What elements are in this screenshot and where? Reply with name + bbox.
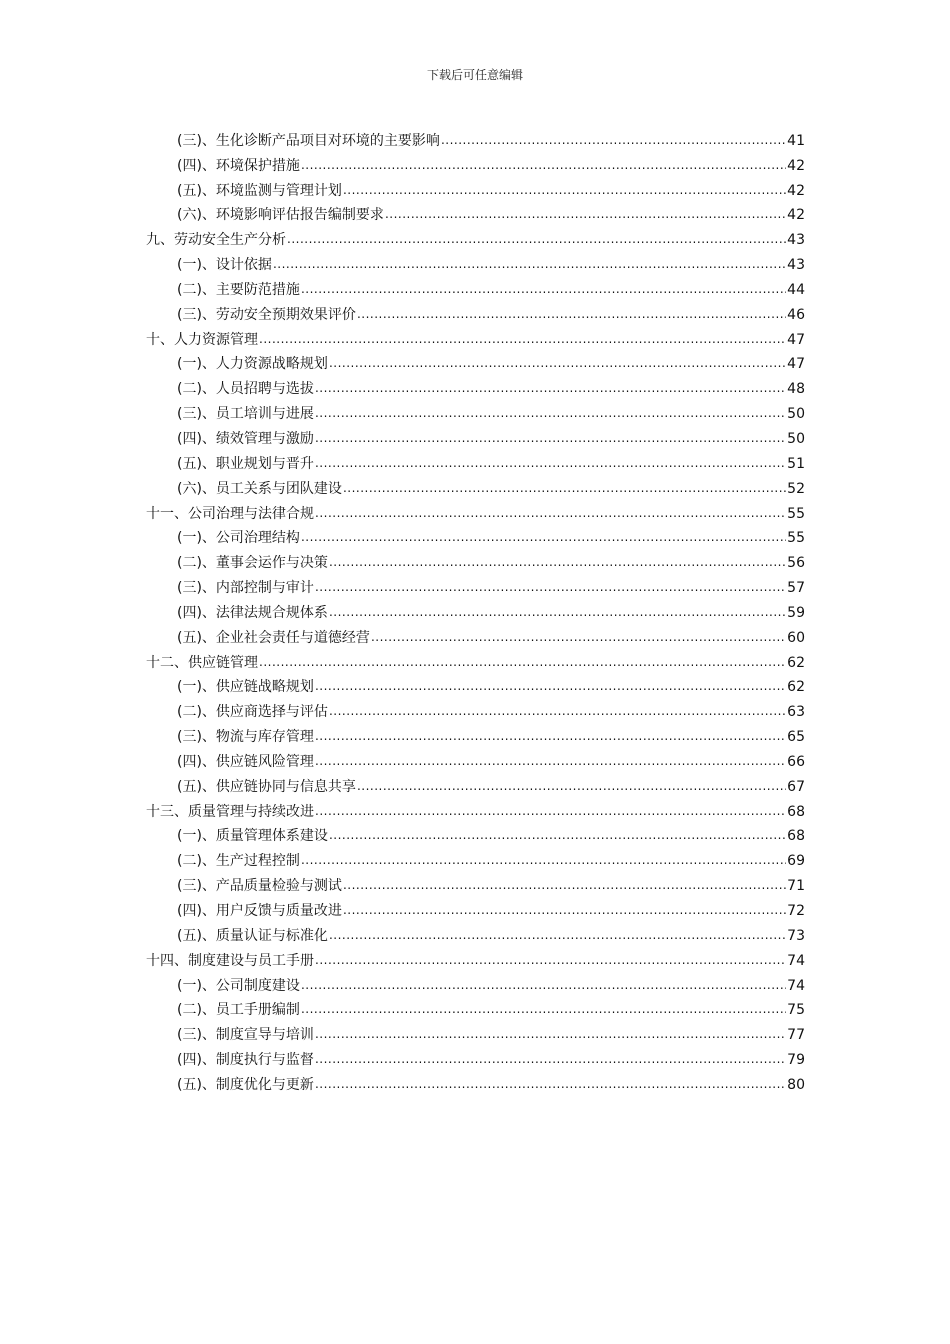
toc-entry-page-number: 77 bbox=[787, 1027, 805, 1044]
toc-entry-page-number: 41 bbox=[787, 132, 805, 149]
toc-entry[interactable] bbox=[146, 547, 805, 572]
toc-entry-page-number: 43 bbox=[787, 232, 805, 249]
toc-entry[interactable] bbox=[146, 895, 805, 920]
toc-entry-title: (五)、制度优化与更新 bbox=[177, 1076, 314, 1093]
toc-entry[interactable] bbox=[146, 796, 805, 821]
toc-entry[interactable] bbox=[146, 324, 805, 349]
toc-entry-page-number: 42 bbox=[787, 207, 805, 224]
toc-entry-page-number: 44 bbox=[787, 281, 805, 298]
toc-dot-leader bbox=[371, 629, 786, 647]
toc-entry-title: (三)、劳动安全预期效果评价 bbox=[177, 306, 356, 323]
toc-entry[interactable] bbox=[146, 572, 805, 597]
toc-dot-leader bbox=[301, 977, 786, 995]
toc-entry-title: (一)、质量管理体系建设 bbox=[177, 828, 328, 845]
toc-entry-page-number: 80 bbox=[787, 1076, 805, 1093]
toc-entry-title: (二)、主要防范措施 bbox=[177, 281, 300, 298]
toc-dot-leader bbox=[301, 529, 786, 547]
toc-entry[interactable] bbox=[146, 970, 805, 995]
toc-entry-page-number: 69 bbox=[787, 853, 805, 870]
toc-entry[interactable] bbox=[146, 373, 805, 398]
toc-entry[interactable] bbox=[146, 224, 805, 249]
toc-entry-page-number: 59 bbox=[787, 604, 805, 621]
toc-entry[interactable] bbox=[146, 150, 805, 175]
toc-entry-title: (五)、企业社会责任与道德经营 bbox=[177, 629, 370, 646]
toc-entry[interactable] bbox=[146, 821, 805, 846]
toc-entry-title: 九、劳动安全生产分析 bbox=[146, 232, 286, 249]
toc-entry-title: (三)、物流与库存管理 bbox=[177, 729, 314, 746]
toc-entry[interactable] bbox=[146, 771, 805, 796]
toc-entry-page-number: 55 bbox=[787, 530, 805, 547]
toc-entry[interactable] bbox=[146, 945, 805, 970]
toc-entry-page-number: 62 bbox=[787, 679, 805, 696]
toc-entry-page-number: 62 bbox=[787, 654, 805, 671]
toc-entry[interactable] bbox=[146, 200, 805, 225]
toc-entry-page-number: 66 bbox=[787, 753, 805, 770]
toc-entry-title: (四)、绩效管理与激励 bbox=[177, 430, 314, 447]
toc-dot-leader bbox=[329, 927, 786, 945]
toc-dot-leader bbox=[343, 182, 786, 200]
toc-entry[interactable] bbox=[146, 696, 805, 721]
toc-entry[interactable] bbox=[146, 349, 805, 374]
toc-entry-page-number: 68 bbox=[787, 803, 805, 820]
toc-dot-leader bbox=[259, 654, 786, 672]
toc-entry-title: (三)、员工培训与进展 bbox=[177, 406, 314, 423]
toc-dot-leader bbox=[259, 331, 786, 349]
toc-entry-page-number: 43 bbox=[787, 257, 805, 274]
toc-dot-leader bbox=[357, 778, 786, 796]
toc-dot-leader bbox=[315, 952, 786, 970]
toc-dot-leader bbox=[343, 902, 786, 920]
toc-entry-page-number: 47 bbox=[787, 356, 805, 373]
toc-entry-title: (二)、董事会运作与决策 bbox=[177, 555, 328, 572]
toc-dot-leader bbox=[343, 480, 786, 498]
toc-dot-leader bbox=[329, 827, 786, 845]
toc-dot-leader bbox=[315, 753, 786, 771]
toc-entry-title: (四)、供应链风险管理 bbox=[177, 753, 314, 770]
toc-entry-page-number: 57 bbox=[787, 580, 805, 597]
table-of-contents bbox=[146, 125, 805, 1094]
toc-entry-title: (二)、人员招聘与选拔 bbox=[177, 381, 314, 398]
toc-dot-leader bbox=[329, 703, 786, 721]
toc-entry-title: (三)、制度宣导与培训 bbox=[177, 1027, 314, 1044]
toc-entry-page-number: 71 bbox=[787, 878, 805, 895]
toc-entry-page-number: 52 bbox=[787, 480, 805, 497]
toc-entry-page-number: 51 bbox=[787, 455, 805, 472]
toc-entry-title: (一)、设计依据 bbox=[177, 257, 272, 274]
toc-entry[interactable] bbox=[146, 274, 805, 299]
toc-entry[interactable] bbox=[146, 299, 805, 324]
toc-entry-page-number: 46 bbox=[787, 306, 805, 323]
toc-dot-leader bbox=[343, 877, 786, 895]
toc-entry-page-number: 79 bbox=[787, 1052, 805, 1069]
toc-dot-leader bbox=[287, 231, 786, 249]
toc-dot-leader bbox=[301, 852, 786, 870]
toc-entry[interactable] bbox=[146, 473, 805, 498]
toc-entry-title: (一)、公司制度建设 bbox=[177, 977, 300, 994]
toc-dot-leader bbox=[357, 306, 786, 324]
toc-entry-title: (一)、供应链战略规划 bbox=[177, 679, 314, 696]
toc-entry-title: (二)、供应商选择与评估 bbox=[177, 704, 328, 721]
toc-entry[interactable] bbox=[146, 647, 805, 672]
toc-entry[interactable] bbox=[146, 746, 805, 771]
toc-entry[interactable] bbox=[146, 995, 805, 1020]
toc-entry-title: 十二、供应链管理 bbox=[146, 654, 258, 671]
toc-entry-page-number: 50 bbox=[787, 430, 805, 447]
toc-entry-title: (五)、环境监测与管理计划 bbox=[177, 182, 342, 199]
toc-dot-leader bbox=[315, 1076, 786, 1094]
toc-entry[interactable] bbox=[146, 249, 805, 274]
toc-dot-leader bbox=[329, 554, 786, 572]
toc-entry-title: (六)、环境影响评估报告编制要求 bbox=[177, 207, 384, 224]
toc-dot-leader bbox=[315, 405, 786, 423]
toc-entry-page-number: 63 bbox=[787, 704, 805, 721]
toc-entry-title: (二)、生产过程控制 bbox=[177, 853, 300, 870]
toc-entry-page-number: 47 bbox=[787, 331, 805, 348]
page-header: 下载后可任意编辑 bbox=[426, 68, 523, 82]
toc-dot-leader bbox=[315, 678, 786, 696]
toc-entry-page-number: 74 bbox=[787, 977, 805, 994]
toc-entry-page-number: 68 bbox=[787, 828, 805, 845]
toc-entry-page-number: 42 bbox=[787, 157, 805, 174]
toc-dot-leader bbox=[315, 455, 786, 473]
toc-dot-leader bbox=[315, 1026, 786, 1044]
toc-entry-title: (四)、环境保护措施 bbox=[177, 157, 300, 174]
toc-entry[interactable] bbox=[146, 870, 805, 895]
toc-entry-page-number: 42 bbox=[787, 182, 805, 199]
toc-entry[interactable] bbox=[146, 1019, 805, 1044]
toc-entry[interactable] bbox=[146, 423, 805, 448]
toc-entry-page-number: 75 bbox=[787, 1002, 805, 1019]
toc-dot-leader bbox=[273, 256, 786, 274]
toc-entry-title: (五)、职业规划与晋升 bbox=[177, 455, 314, 472]
toc-entry-title: (四)、用户反馈与质量改进 bbox=[177, 903, 342, 919]
toc-entry-page-number: 74 bbox=[787, 952, 805, 969]
toc-entry-title: (五)、供应链协同与信息共享 bbox=[177, 778, 356, 795]
toc-entry-title: (六)、员工关系与团队建设 bbox=[177, 480, 342, 497]
toc-dot-leader bbox=[315, 430, 786, 448]
toc-entry[interactable] bbox=[146, 920, 805, 945]
toc-entry-page-number: 65 bbox=[787, 729, 805, 746]
toc-dot-leader bbox=[329, 355, 786, 373]
toc-entry-title: 十一、公司治理与法律合规 bbox=[146, 505, 314, 522]
toc-dot-leader bbox=[385, 206, 786, 224]
toc-dot-leader bbox=[315, 803, 786, 821]
toc-entry-title: 十三、质量管理与持续改进 bbox=[146, 803, 314, 820]
toc-dot-leader bbox=[441, 132, 786, 150]
toc-entry-title: (五)、质量认证与标准化 bbox=[177, 927, 328, 944]
toc-entry-title: (二)、员工手册编制 bbox=[177, 1002, 300, 1019]
toc-entry-title: 十四、制度建设与员工手册 bbox=[146, 952, 314, 969]
toc-entry-title: (四)、法律法规合规体系 bbox=[177, 604, 328, 621]
toc-dot-leader bbox=[329, 604, 786, 622]
toc-entry[interactable] bbox=[146, 845, 805, 870]
toc-entry-title: 十、人力资源管理 bbox=[146, 331, 258, 348]
toc-dot-leader bbox=[301, 157, 786, 175]
toc-entry-page-number: 72 bbox=[787, 903, 805, 919]
toc-entry[interactable] bbox=[146, 1069, 805, 1094]
toc-dot-leader bbox=[315, 505, 786, 523]
toc-entry-title: (一)、人力资源战略规划 bbox=[177, 356, 328, 373]
toc-entry-page-number: 67 bbox=[787, 778, 805, 795]
toc-entry-page-number: 55 bbox=[787, 505, 805, 522]
toc-entry-title: (四)、制度执行与监督 bbox=[177, 1052, 314, 1069]
toc-entry-page-number: 56 bbox=[787, 555, 805, 572]
toc-entry[interactable] bbox=[146, 125, 805, 150]
toc-entry-title: (一)、公司治理结构 bbox=[177, 530, 300, 547]
toc-entry[interactable] bbox=[146, 672, 805, 697]
toc-entry[interactable] bbox=[146, 448, 805, 473]
toc-entry[interactable] bbox=[146, 498, 805, 523]
toc-dot-leader bbox=[315, 579, 786, 597]
toc-dot-leader bbox=[315, 728, 786, 746]
toc-entry[interactable] bbox=[146, 1044, 805, 1069]
toc-entry-title: (三)、生化诊断产品项目对环境的主要影响 bbox=[177, 132, 440, 149]
toc-dot-leader bbox=[301, 1001, 786, 1019]
toc-dot-leader bbox=[301, 281, 786, 299]
toc-entry-title: (三)、产品质量检验与测试 bbox=[177, 878, 342, 895]
toc-entry-title: (三)、内部控制与审计 bbox=[177, 580, 314, 597]
toc-dot-leader bbox=[315, 380, 786, 398]
toc-entry[interactable] bbox=[146, 175, 805, 200]
toc-entry[interactable] bbox=[146, 721, 805, 746]
toc-entry[interactable] bbox=[146, 523, 805, 548]
toc-entry-page-number: 48 bbox=[787, 381, 805, 398]
toc-entry[interactable] bbox=[146, 622, 805, 647]
toc-entry-page-number: 60 bbox=[787, 629, 805, 646]
toc-entry[interactable] bbox=[146, 597, 805, 622]
toc-entry[interactable] bbox=[146, 398, 805, 423]
toc-entry-page-number: 73 bbox=[787, 927, 805, 944]
toc-entry-page-number: 50 bbox=[787, 406, 805, 423]
toc-dot-leader bbox=[315, 1051, 786, 1069]
